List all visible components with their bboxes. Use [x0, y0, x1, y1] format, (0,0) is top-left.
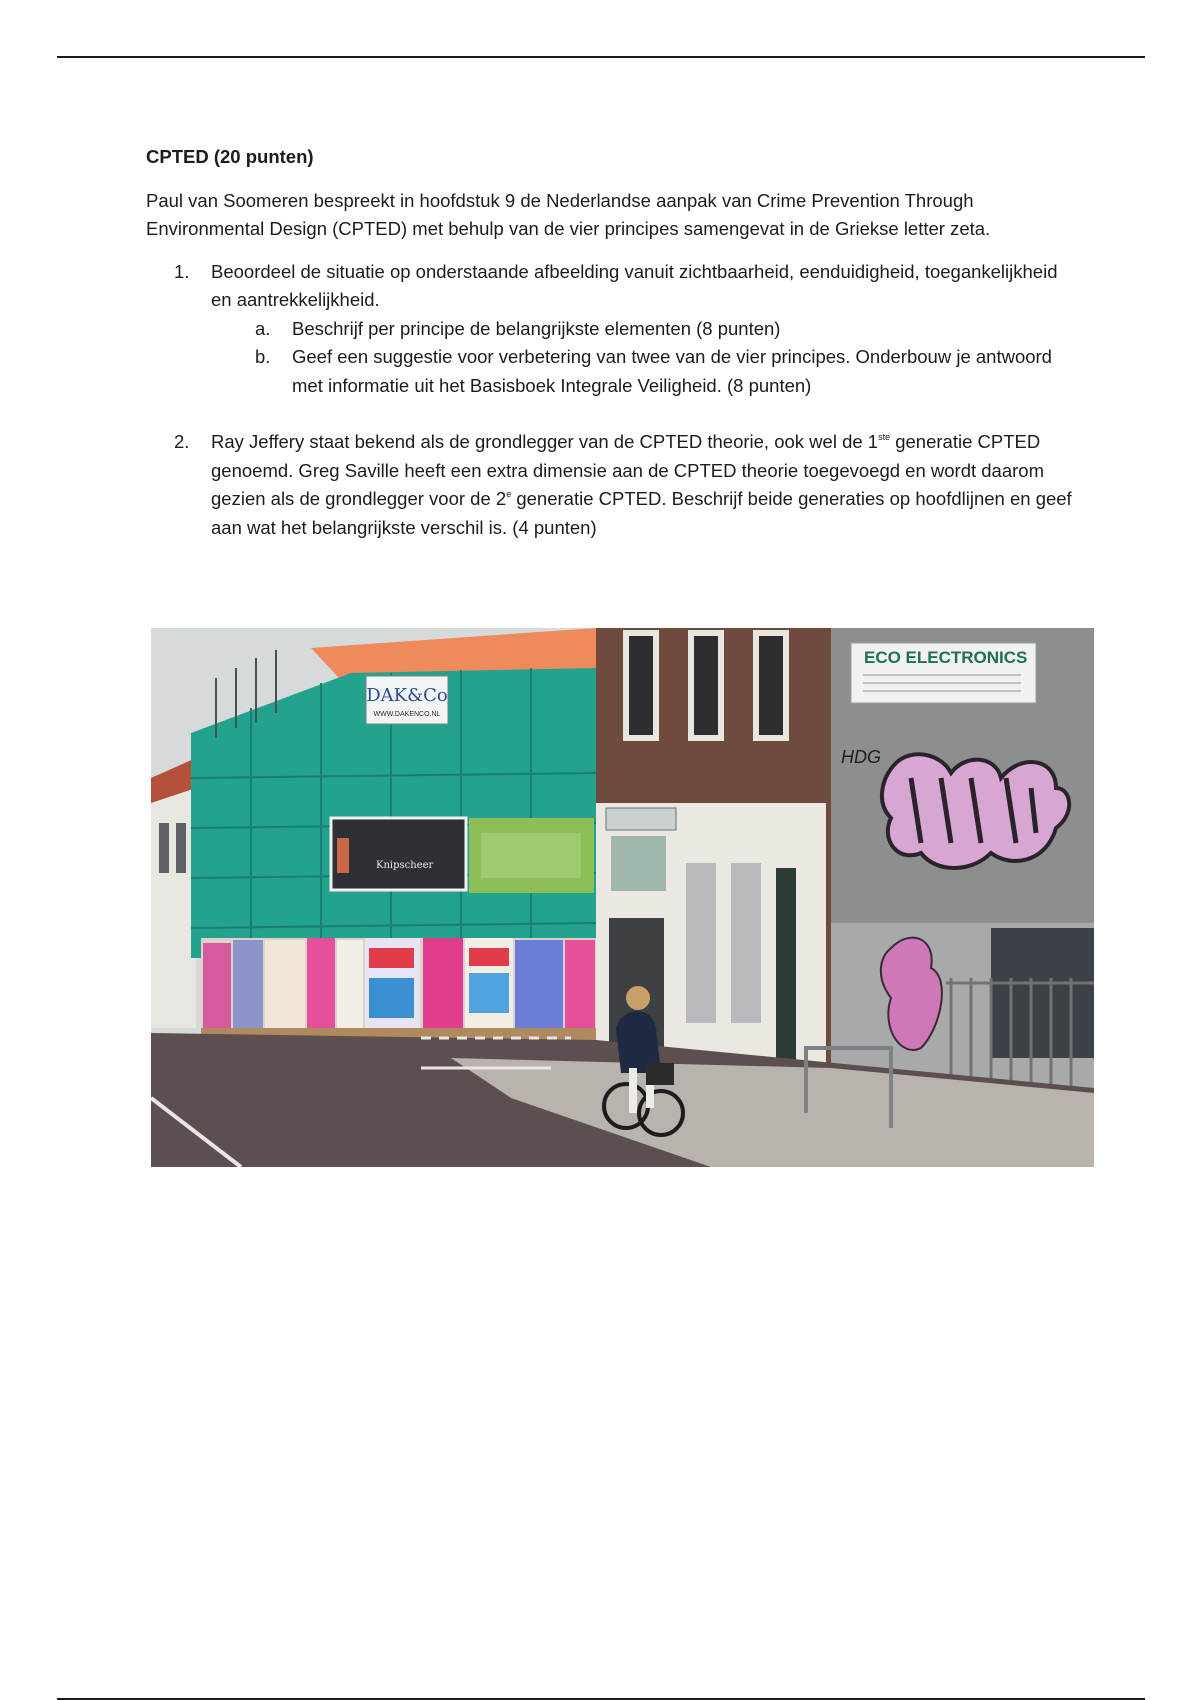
window-shutter-1: [686, 863, 716, 1023]
question-2: [146, 428, 1081, 542]
graffiti-tag: HDG: [841, 747, 881, 767]
subquestion-a: [211, 315, 1081, 344]
question-text-part-2: generatie CPTED genoemd. Greg Saville heeft een extra dimensie aan de CPTED theorie toegevoegd en wordt daarom gezien als de grondlegger voor de 2: [211, 431, 1044, 509]
subquestion-text: Geef een suggestie voor verbetering van twee van de vier principes. Onderbouw je antwoord met informatie uit het Basisboek Integrale Veiligheid. (8 punten): [292, 346, 1052, 396]
dak-sign-text: DAK&Co: [366, 685, 448, 706]
subquestion-letter: a.: [255, 317, 271, 339]
eco-sign-text: ECO ELECTRONICS: [864, 648, 1028, 667]
poster-wall: [201, 938, 596, 1033]
dark-banner: [331, 818, 466, 890]
dak-sign-url: WWW.DAKENCO.NL: [373, 711, 441, 718]
left-houses: [151, 778, 196, 1028]
dark-banner-text: Knipscheer: [376, 860, 434, 871]
question-list: [146, 258, 1081, 543]
superscript-e: e: [506, 489, 512, 499]
subquestion-b: [211, 343, 1081, 400]
intro-paragraph: Paul van Soomeren bespreekt in hoofdstuk 9 de Nederlandse aanpak van Crime Prevention Through Environmental Design (CPTED) met behulp van de vier principes samengevat in de Griekse letter zeta.: [146, 189, 991, 239]
question-text: Beoordeel de situatie op onderstaande afbeelding vanuit zichtbaarheid, eenduidigheid, toegankelijkheid en aantrekkelijkheid.: [211, 260, 1058, 310]
question-number: 1.: [174, 260, 190, 282]
question-text-part-1: Ray Jeffery staat bekend als de grondlegger van de CPTED theorie, ook wel de 1: [211, 431, 879, 452]
shop-sign: [606, 808, 676, 830]
question-1: [146, 258, 1081, 401]
window-shutter-2: [731, 863, 761, 1023]
question-text-part-3: generatie CPTED. Beschrijf beide generaties op hoofdlijnen en geef aan wat het belangrijkste verschil is. (4 punten): [211, 488, 1072, 538]
header-rule: [57, 56, 1145, 58]
question-number: 2.: [174, 431, 190, 452]
superscript-ste: ste: [878, 432, 891, 442]
section-heading: CPTED (20 punten): [146, 146, 314, 167]
document-body: [146, 143, 1081, 542]
dark-doorway: [991, 928, 1094, 1058]
shop-window: [611, 836, 666, 891]
subquestion-text: Beschrijf per principe de belangrijkste elementen (8 punten): [292, 317, 781, 339]
subquestion-list: [211, 315, 1081, 401]
graffiti-piece: [882, 754, 1069, 868]
subquestion-letter: b.: [255, 346, 271, 367]
upper-windows: [626, 633, 786, 738]
street-photo: [151, 628, 1094, 1167]
